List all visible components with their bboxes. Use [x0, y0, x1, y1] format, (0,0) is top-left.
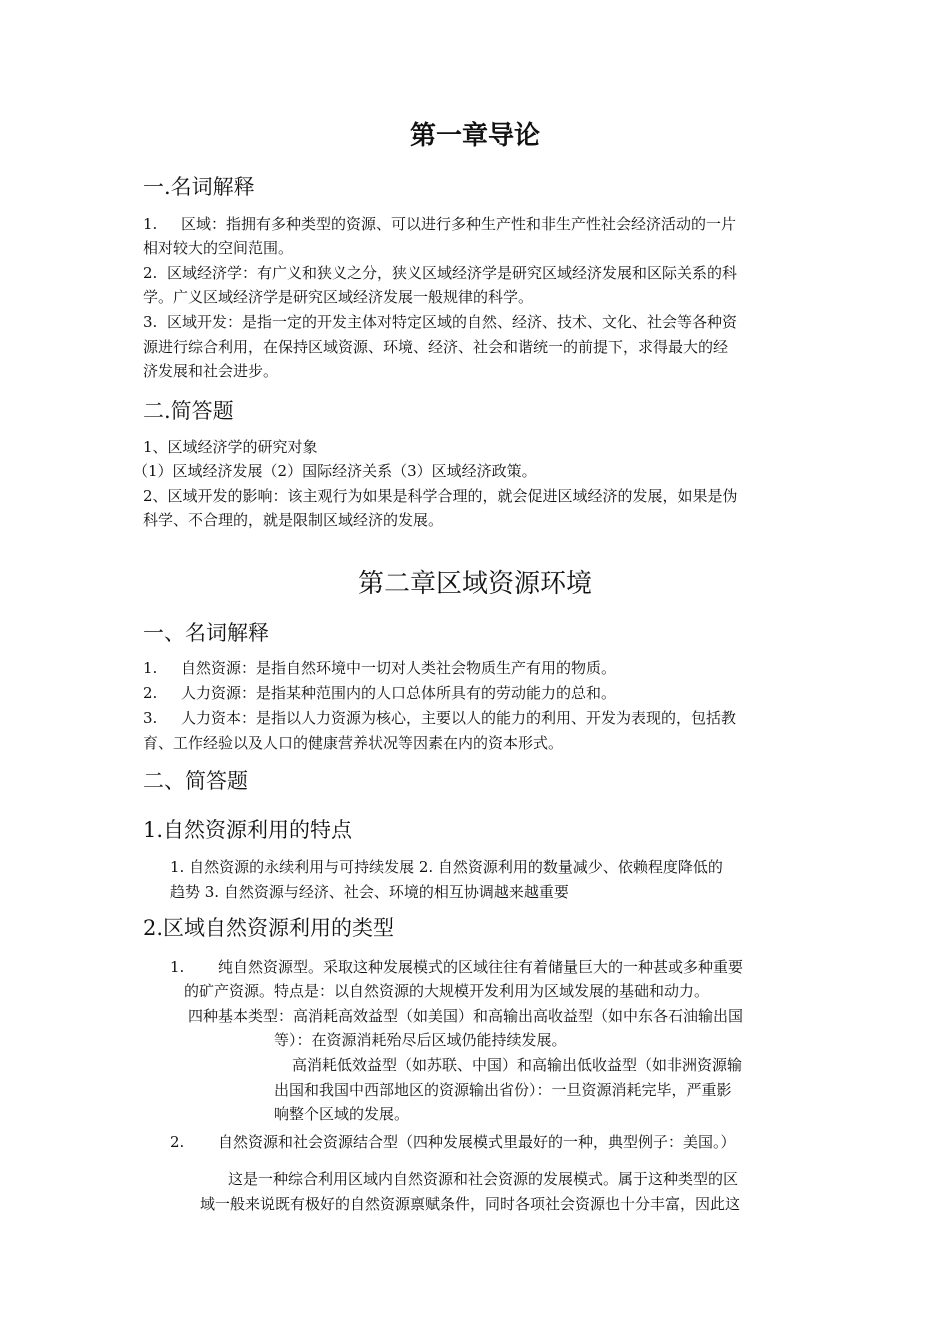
ch2-type2-line2: 这是一种综合利用区域内自然资源和社会资源的发展模式。属于这种类型的区 [228, 1170, 739, 1188]
ch2-item1: 1. 自然资源：是指自然环境中一切对人类社会物质生产有用的物质。 [143, 656, 616, 680]
ch2-type1-line4: 等）：在资源消耗殆尽后区域仍能持续发展。 [274, 1031, 567, 1049]
ch2-item3-line2: 育、工作经验以及人口的健康营养状况等因素在内的资本形式。 [143, 734, 564, 752]
ch1-item1-line2: 相对较大的空间范围。 [143, 239, 294, 257]
ch2-item2-num: 2. [143, 684, 158, 702]
ch1-a1: （1）区域经济发展（2）国际经济关系（3）区域经济政策。 [133, 462, 537, 480]
ch1-item3-line3: 济发展和社会进步。 [143, 362, 279, 380]
ch1-item3-num: 3. [143, 313, 158, 331]
ch1-item3-line1: 3. 区域开发：是指一定的开发主体对特定区域的自然、经济、技术、文化、社会等各种资 [143, 310, 737, 334]
ch1-item2-line1: 2. 区域经济学：有广义和狭义之分，狭义区域经济学是研究区域经济发展和区际关系的科 [143, 261, 737, 285]
chapter2-section1-title: 一、名词解释 [143, 621, 269, 645]
ch2-type1-line1: 1. 纯自然资源型。采取这种发展模式的区域往往有着储量巨大的一种甚或多种重要 [170, 955, 743, 979]
ch2-item1-num: 1. [143, 659, 158, 677]
ch1-item2-num: 2. [143, 264, 158, 282]
ch1-item1-num: 1. [143, 215, 158, 233]
ch2-type1-line7: 响整个区域的发展。 [274, 1105, 410, 1123]
ch1-q1: 1、区域经济学的研究对象 [143, 438, 318, 456]
ch2-type1-line6: 出国和我国中西部地区的资源输出省份）：一旦资源消耗完毕，严重影 [274, 1081, 732, 1099]
chapter1-section1-title: 一.名词解释 [143, 175, 255, 199]
ch2-sub1-line2: 趋势 3. 自然资源与经济、社会、环境的相互协调越来越重要 [170, 883, 569, 901]
ch1-item2-line2: 学。广义区域经济学是研究区域经济发展一般规律的科学。 [143, 288, 534, 306]
ch2-type2-num: 2. [170, 1133, 185, 1151]
ch2-subsection2-title: 2.区域自然资源利用的类型 [143, 916, 395, 940]
ch2-item2: 2. 人力资源：是指某种范围内的人口总体所具有的劳动能力的总和。 [143, 681, 616, 705]
ch1-item1-line1: 1. 区域：指拥有多种类型的资源、可以进行多种生产性和非生产性社会经济活动的一片 [143, 212, 736, 236]
ch1-q2-line2: 科学、不合理的，就是限制区域经济的发展。 [143, 511, 444, 529]
chapter1-title: 第一章导论 [409, 121, 540, 151]
chapter2-section2-title: 二、简答题 [143, 769, 248, 793]
ch2-type1-line2: 的矿产资源。特点是：以自然资源的大规模开发利用为区域发展的基础和动力。 [184, 982, 710, 1000]
chapter2-title: 第二章区域资源环境 [357, 569, 592, 599]
ch2-type1-line3: 四种基本类型：高消耗高效益型（如美国）和高输出高收益型（如中东各石油输出国 [188, 1007, 744, 1025]
ch2-sub1-line1: 1. 自然资源的永续利用与可持续发展 2. 自然资源利用的数量减少、依赖程度降低的 [170, 858, 723, 876]
ch2-subsection1-title: 1.自然资源利用的特点 [143, 818, 353, 842]
ch2-type1-line5: 高消耗低效益型（如苏联、中国）和高输出低收益型（如非洲资源输 [292, 1056, 743, 1074]
ch2-type2-line1: 2. 自然资源和社会资源结合型（四种发展模式里最好的一种，典型例子：美国。） [170, 1130, 736, 1154]
ch2-type2-line3: 域一般来说既有极好的自然资源禀赋条件，同时各项社会资源也十分丰富，因此这 [200, 1195, 741, 1213]
ch2-type1-num: 1. [170, 958, 185, 976]
ch2-item3-line1: 3. 人力资本：是指以人力资源为核心，主要以人的能力的利用、开发为表现的，包括教 [143, 706, 736, 730]
ch2-item3-num: 3. [143, 709, 158, 727]
ch1-q2-line1: 2、区域开发的影响：该主观行为如果是科学合理的，就会促进区域经济的发展，如果是伪 [143, 487, 738, 505]
ch1-item3-line2: 源进行综合利用，在保持区域资源、环境、经济、社会和谐统一的前提下，求得最大的经 [143, 338, 729, 356]
chapter1-section2-title: 二.简答题 [143, 399, 234, 423]
